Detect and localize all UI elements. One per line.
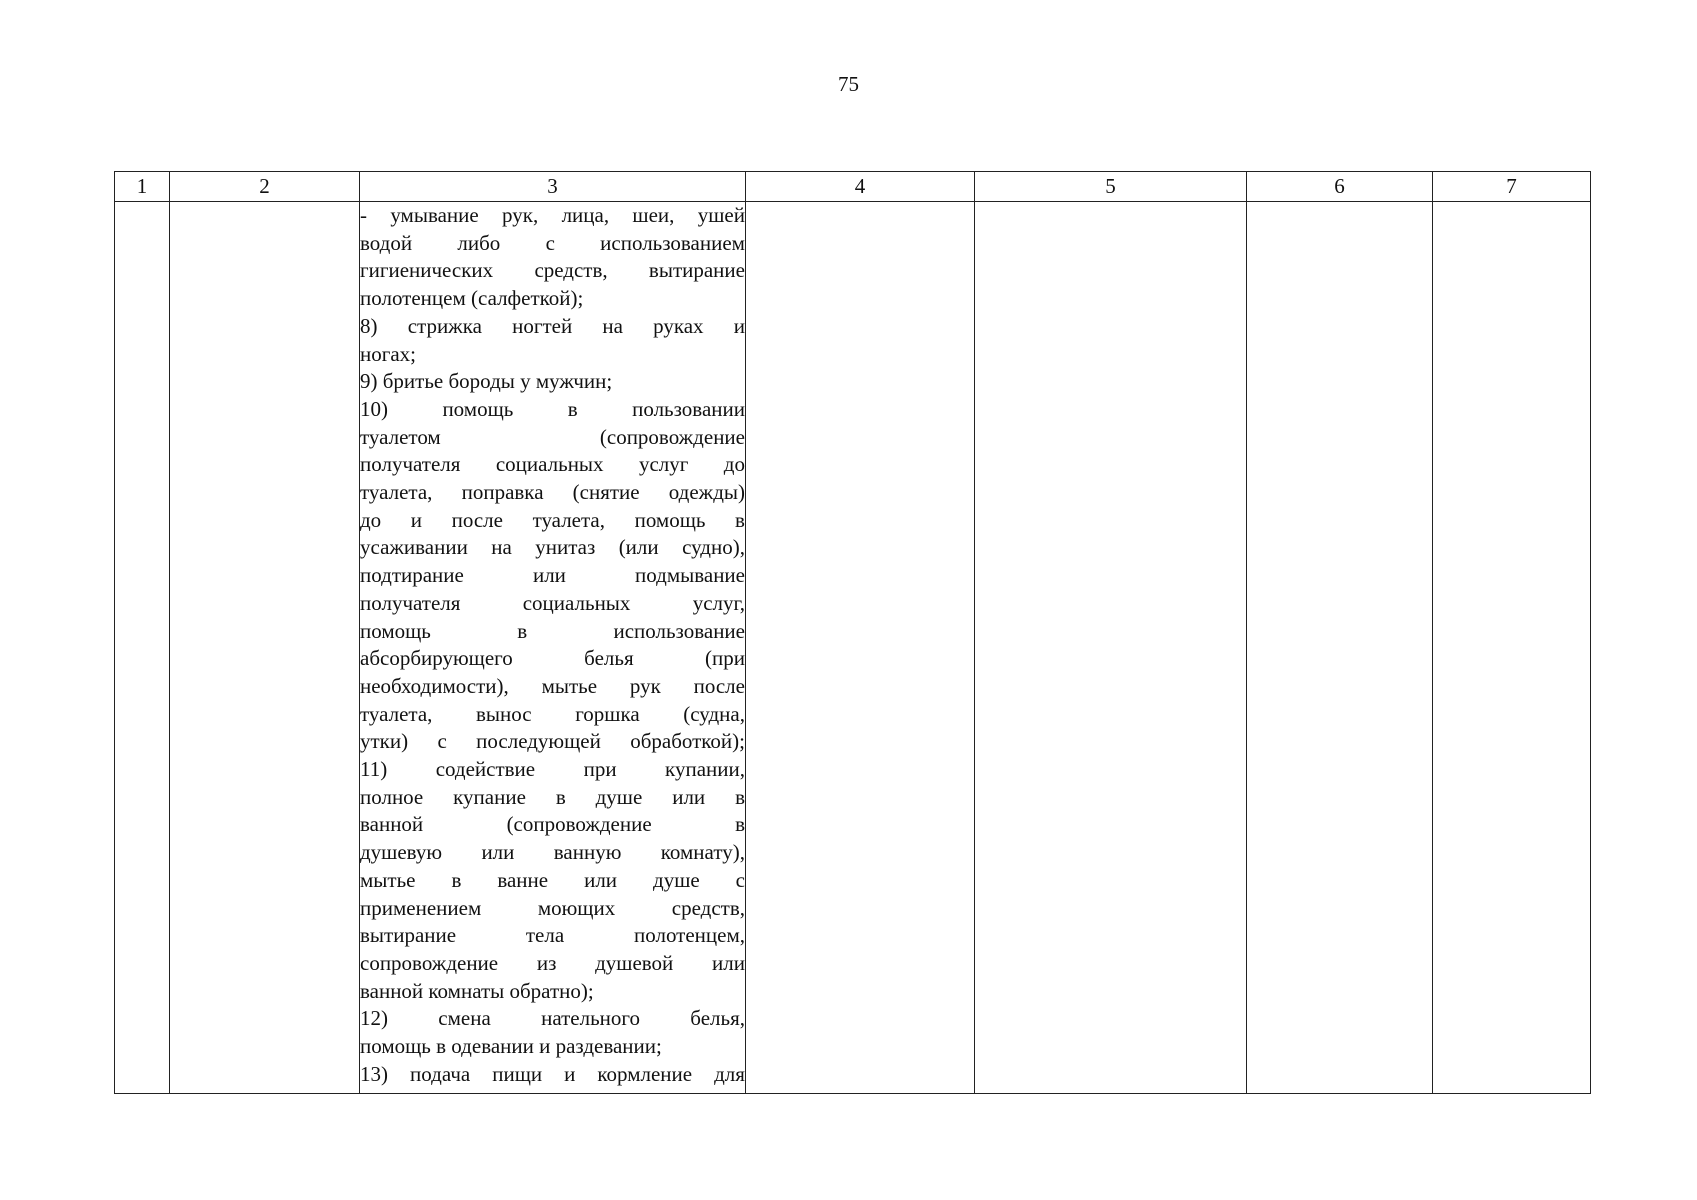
description-line: сопровождение из душевой или — [360, 950, 745, 975]
description-line: 13) подача пищи и кормление для — [360, 1061, 745, 1086]
description-line: туалета, поправка (снятие одежды) — [360, 480, 745, 505]
column-header-3: 3 — [360, 172, 746, 202]
description-line: 12) смена нательного белья, — [360, 1006, 745, 1031]
description-line: помощь в использование — [360, 618, 745, 643]
description-line: помощь в одевании и раздевании; — [360, 1034, 662, 1059]
service-description-text — [360, 202, 745, 1089]
description-line: получателя социальных услуг до — [360, 452, 745, 477]
description-line: до и после туалета, помощь в — [360, 507, 745, 532]
description-line: получателя социальных услуг, — [360, 590, 745, 615]
description-line: гигиенических средств, вытирание — [360, 258, 745, 283]
description-line: 9) бритье бороды у мужчин; — [360, 369, 613, 394]
cell-column-1 — [115, 202, 170, 1094]
description-line: абсорбирующего белья (при — [360, 646, 745, 671]
description-line: туалета, вынос горшка (судна, — [360, 701, 745, 726]
description-line: вытирание тела полотенцем, — [360, 923, 745, 948]
description-line: необходимости), мытье рук после — [360, 673, 745, 698]
description-line: 10) помощь в пользовании — [360, 396, 745, 421]
table-row — [115, 202, 1591, 1094]
column-header-4: 4 — [746, 172, 975, 202]
description-line: мытье в ванне или душе с — [360, 867, 745, 892]
column-header-1: 1 — [115, 172, 170, 202]
cell-column-2 — [170, 202, 360, 1094]
description-line: полотенцем (салфеткой); — [360, 286, 584, 311]
description-line: 8) стрижка ногтей на руках и — [360, 313, 745, 338]
description-line: ногах; — [360, 341, 417, 366]
description-line: туалетом (сопровождение — [360, 424, 745, 449]
description-line: душевую или ванную комнату), — [360, 840, 745, 865]
page-number: 75 — [838, 72, 859, 96]
description-line: усаживании на унитаз (или судно), — [360, 535, 745, 560]
description-line: - умывание рук, лица, шеи, ушей — [360, 203, 745, 227]
cell-column-6 — [1247, 202, 1433, 1094]
description-line: ванной комнаты обратно); — [360, 978, 594, 1003]
cell-column-7 — [1433, 202, 1591, 1094]
services-table — [114, 171, 1591, 1094]
cell-column-4 — [746, 202, 975, 1094]
description-line: утки) с последующей обработкой); — [360, 729, 745, 754]
column-header-2: 2 — [170, 172, 360, 202]
cell-column-5 — [975, 202, 1247, 1094]
description-line: применением моющих средств, — [360, 895, 745, 920]
description-line: ванной (сопровождение в — [360, 812, 745, 837]
description-line: 11) содействие при купании, — [360, 757, 745, 782]
description-line: полное купание в душе или в — [360, 784, 745, 809]
table-header-row — [115, 172, 1591, 202]
column-header-7: 7 — [1433, 172, 1591, 202]
description-line: подтирание или подмывание — [360, 563, 745, 588]
column-header-5: 5 — [975, 172, 1247, 202]
cell-column-3-service-description — [360, 202, 746, 1094]
description-line: водой либо с использованием — [360, 230, 745, 255]
column-header-6: 6 — [1247, 172, 1433, 202]
